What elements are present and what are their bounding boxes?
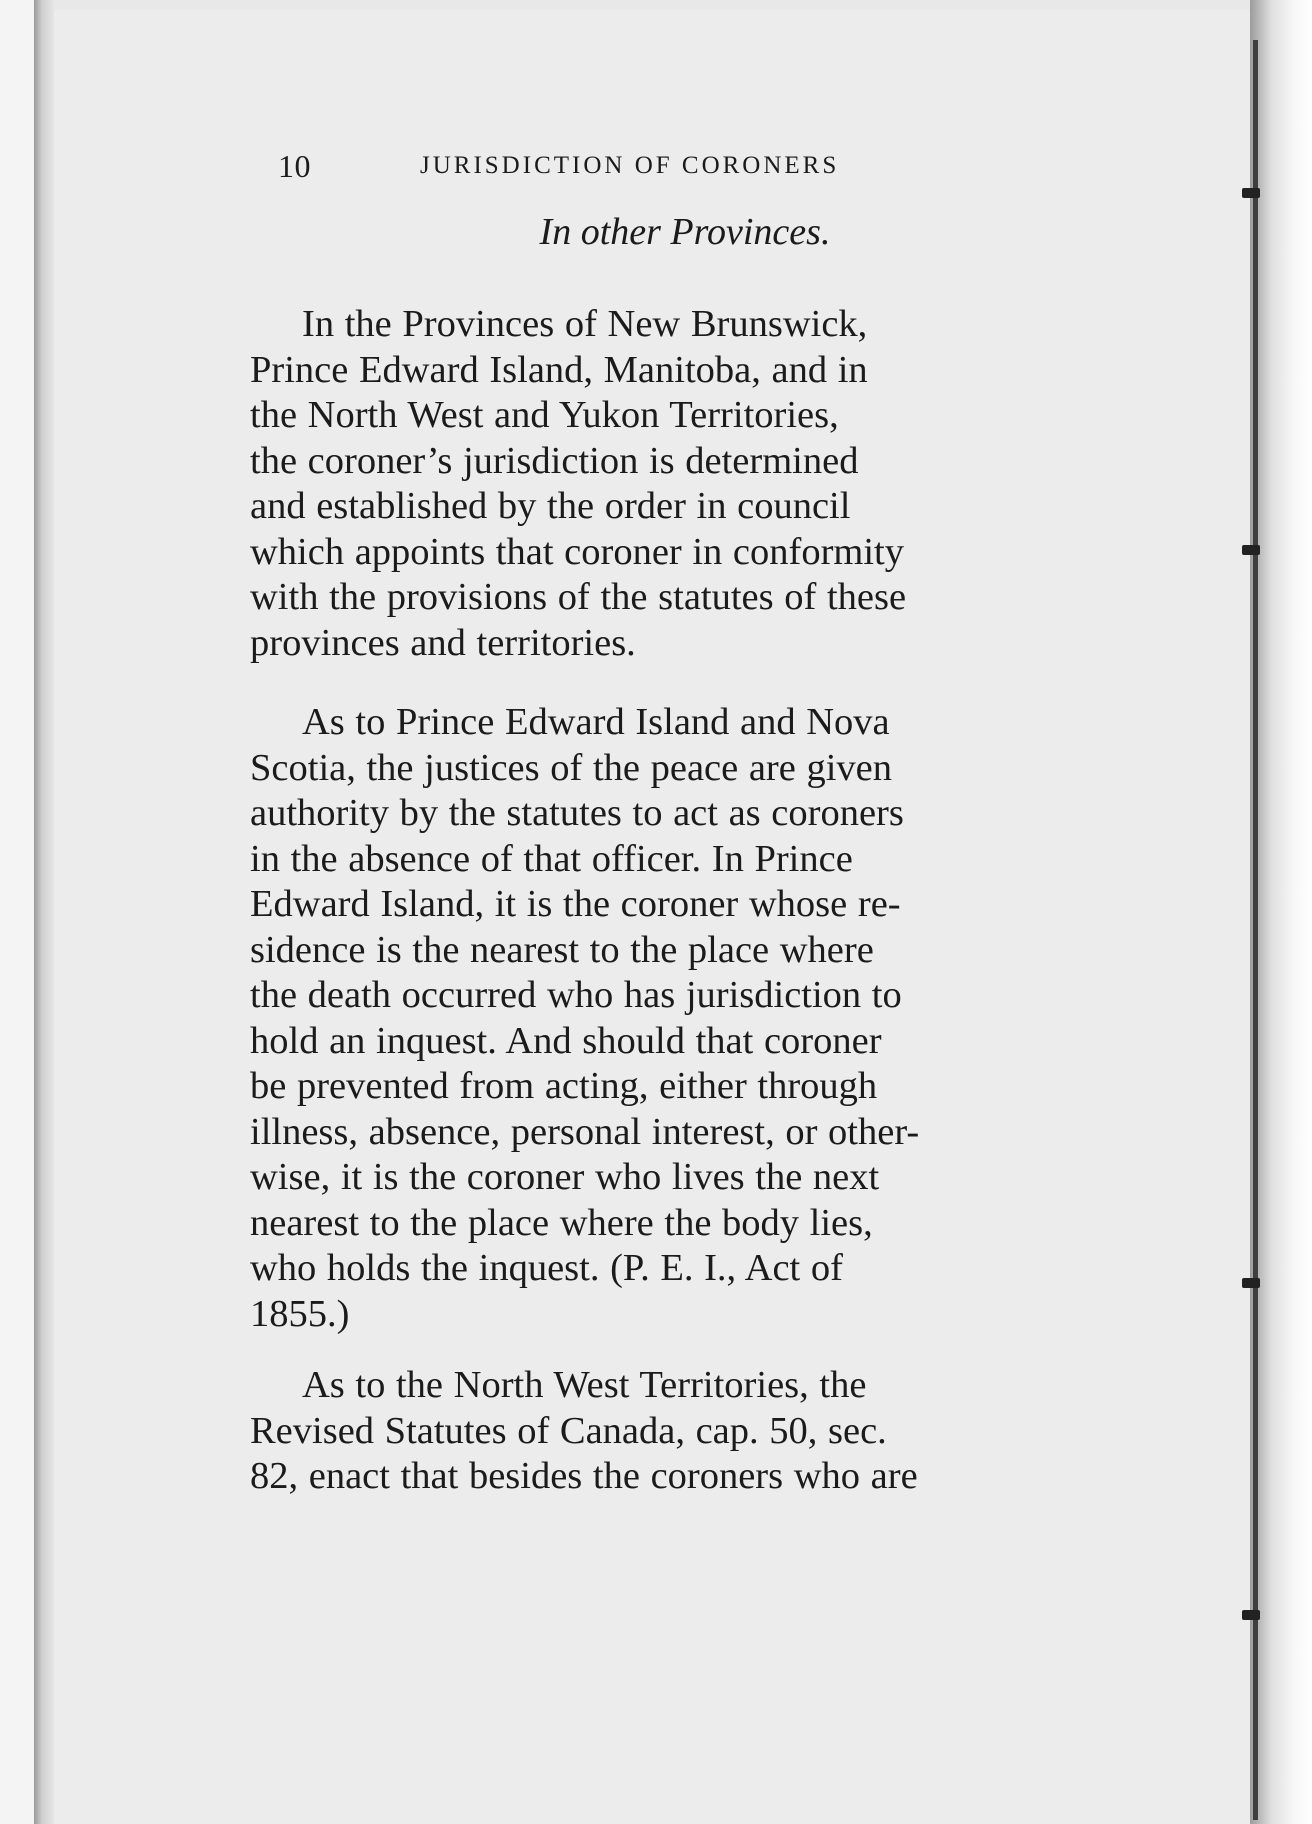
text-line: 82, enact that besides the coroners who are — [250, 1455, 918, 1497]
text-line: Edward Island, it is the coroner whose re- — [250, 883, 901, 925]
text-line: the North West and Yukon Territories, — [250, 394, 839, 436]
binding-stitch — [1242, 188, 1260, 198]
text-line: Revised Statutes of Canada, cap. 50, sec. — [250, 1409, 887, 1452]
text-line: with the provisions of the statutes of these — [250, 576, 907, 618]
text-line: and established by the order in council — [250, 485, 851, 527]
text-line: In the Provinces of New Brunswick, — [302, 303, 868, 345]
text-line: authority by the statutes to act as coroners — [250, 792, 904, 834]
text-line: hold an inquest. And should that coroner — [250, 1019, 882, 1062]
book-spine — [1250, 0, 1312, 1824]
text-line: wise, it is the coroner who lives the next — [250, 1156, 880, 1198]
text-line: As to Prince Edward Island and Nova — [302, 701, 890, 743]
paragraph — [250, 1363, 1060, 1500]
paragraph — [250, 700, 1060, 1337]
binding-stitch — [1242, 1610, 1260, 1620]
text-line: the death occurred who has jurisdiction to — [250, 974, 902, 1016]
left-page-edge — [0, 0, 36, 1824]
text-line: in the absence of that officer. In Prince — [250, 837, 853, 880]
text-line: sidence is the nearest to the place where — [250, 928, 874, 971]
text-line: who holds the inquest. (P. E. I., Act of — [250, 1247, 843, 1289]
text-line: Prince Edward Island, Manitoba, and in — [250, 348, 868, 391]
page-number: 10 — [278, 148, 311, 184]
binding-stitch — [1242, 545, 1260, 555]
text-line: As to the North West Territories, the — [302, 1364, 867, 1406]
text-line: be prevented from acting, either through — [250, 1065, 878, 1107]
binding-stitch — [1242, 1278, 1260, 1288]
text-line: provinces and territories. — [250, 621, 636, 664]
page-content — [250, 140, 1060, 1500]
text-line: 1855.) — [250, 1292, 350, 1335]
left-edge-shadow — [34, 0, 54, 1824]
spine-binding-line — [1253, 40, 1258, 1820]
running-title: JURISDICTION OF CORONERS — [420, 152, 840, 179]
text-line: illness, absence, personal interest, or other- — [250, 1110, 920, 1153]
running-head — [250, 140, 1060, 196]
section-heading: In other Provinces. — [539, 211, 831, 253]
text-line: which appoints that coroner in conformity — [250, 530, 904, 573]
text-line: Scotia, the justices of the peace are given — [250, 746, 892, 789]
text-line: the coroner’s jurisdiction is determined — [250, 439, 859, 482]
text-line: nearest to the place where the body lies, — [250, 1201, 873, 1244]
paragraph — [250, 302, 1060, 666]
